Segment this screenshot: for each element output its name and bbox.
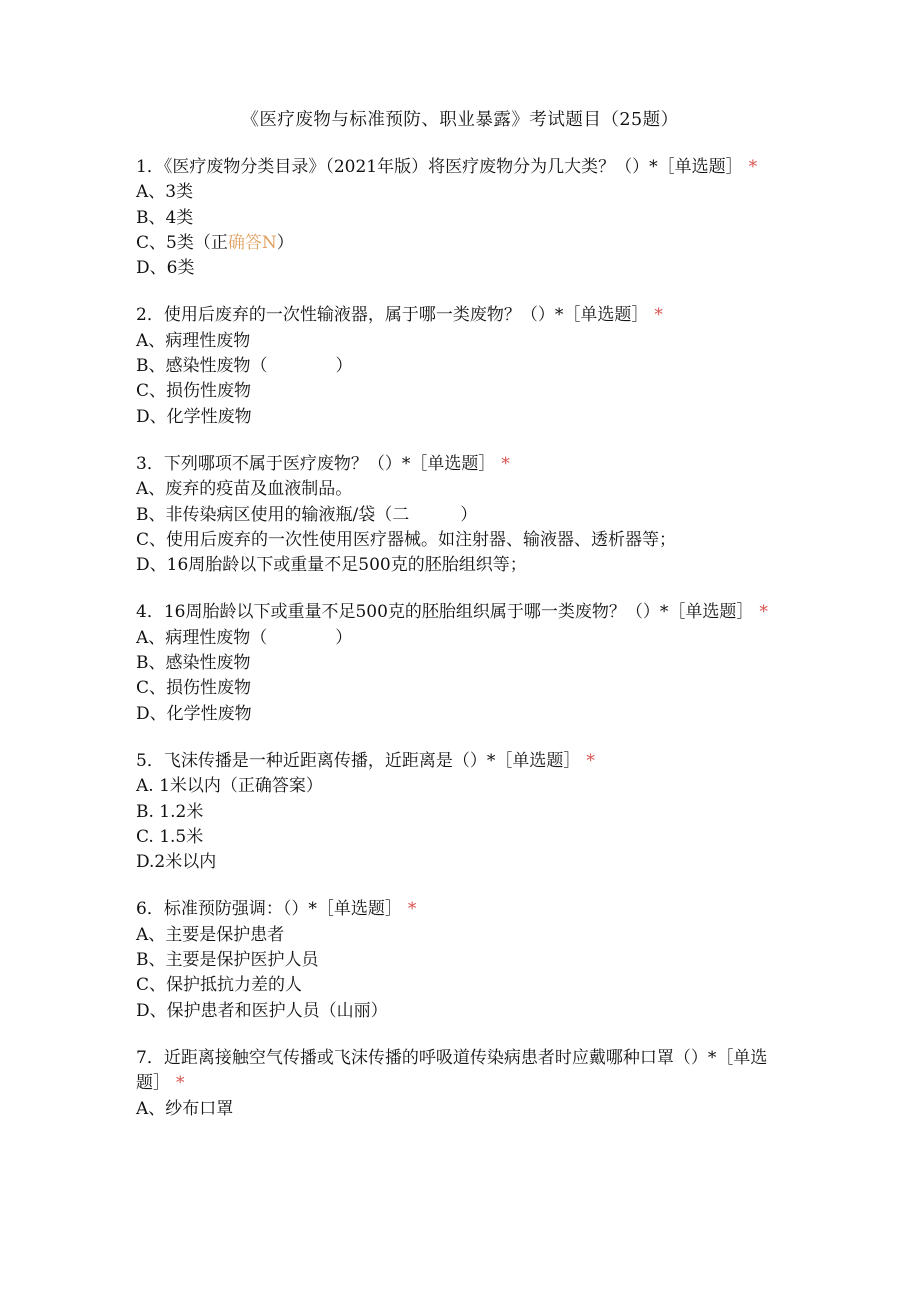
document-title: 《医疗废物与标准预防、职业暴露》考试题目（25题）: [241, 110, 679, 130]
question-5: [136, 749, 786, 875]
answer-option: B、4类: [136, 207, 194, 228]
question-stem: [136, 749, 786, 774]
required-star: *: [407, 899, 417, 920]
required-star: *: [586, 750, 595, 771]
question-stem: [136, 1046, 786, 1097]
faded-answer-mark: 确答N: [227, 232, 277, 253]
answer-option: D、保护患者和医护人员（山丽）: [136, 1000, 388, 1021]
answer-option: D、6类: [136, 258, 195, 279]
question-stem-text: 1．《医疗废物分类目录》（2021年版）将医疗废物分为几大类？（）*［单选题］: [136, 157, 743, 177]
question-stem: [136, 303, 786, 328]
question-stem: [136, 155, 786, 180]
question-1: [136, 155, 786, 281]
answer-option: D.2米以内: [136, 852, 217, 873]
answer-option: B、感染性废物: [136, 653, 251, 674]
answer-option: D、16周胎龄以下或重量不足500克的胚胎组织等；: [136, 555, 527, 576]
answer-option: A、主要是保护患者: [136, 924, 285, 945]
required-star: *: [501, 453, 510, 474]
answer-option: B、主要是保护医护人员: [136, 950, 319, 971]
answer-option: C. 1.5米: [136, 826, 204, 847]
question-stem: [136, 600, 786, 625]
question-stem-text: 5．飞沫传播是一种近距离传播，近距离是（）*［单选题］: [136, 750, 581, 771]
required-star: *: [654, 305, 663, 326]
question-6: [136, 897, 786, 1023]
answer-option: B、非传染病区使用的输液瓶/袋（二 ）: [136, 504, 478, 525]
question-4: [136, 600, 786, 726]
question-stem-text: 7．近距离接触空气传播或飞沫传播的呼吸道传染病患者时应戴哪种口罩（）*［单选题］: [136, 1047, 768, 1094]
answer-option: B. 1.2米: [136, 801, 204, 822]
question-3: [136, 452, 786, 578]
answer-option: C、损伤性废物: [136, 381, 252, 402]
question-stem-text: 4．16周胎龄以下或重量不足500克的胚胎组织属于哪一类废物？（）*［单选题］: [136, 602, 754, 623]
question-stem: [136, 897, 786, 922]
answer-option: D、化学性废物: [136, 406, 252, 427]
answer-option: C、5类（正确答N）: [136, 232, 294, 253]
answer-option: A. 1米以内（正确答案）: [136, 776, 323, 797]
answer-option: C、使用后废弃的一次性使用医疗器械。如注射器、输液器、透析器等；: [136, 529, 677, 550]
question-7: [136, 1046, 786, 1122]
answer-option: C、保护抵抗力差的人: [136, 975, 303, 996]
answer-option: A、病理性废物: [136, 330, 251, 351]
question-stem-text: 3．下列哪项不属于医疗废物？（）*［单选题］: [136, 453, 496, 474]
answer-option: D、化学性废物: [136, 703, 252, 724]
question-stem: [136, 452, 786, 477]
required-star: *: [176, 1073, 185, 1094]
question-stem-text: 6．标准预防强调：（）*［单选题］: [136, 899, 402, 920]
answer-option: A、病理性废物（ ）: [136, 627, 353, 648]
answer-option: A、纱布口罩: [136, 1098, 234, 1119]
answer-option: A、3类: [136, 182, 194, 203]
answer-option: A、废弃的疫苗及血液制品。: [136, 479, 353, 500]
question-2: [136, 303, 786, 429]
answer-option: B、感染性废物（ ）: [136, 356, 353, 377]
question-stem-text: 2．使用后废弃的一次性输液器，属于哪一类废物？（）*［单选题］: [136, 305, 649, 326]
answer-option: C、损伤性废物: [136, 678, 252, 699]
question-list: [136, 155, 786, 1144]
required-star: *: [759, 602, 768, 623]
required-star: *: [748, 157, 758, 177]
